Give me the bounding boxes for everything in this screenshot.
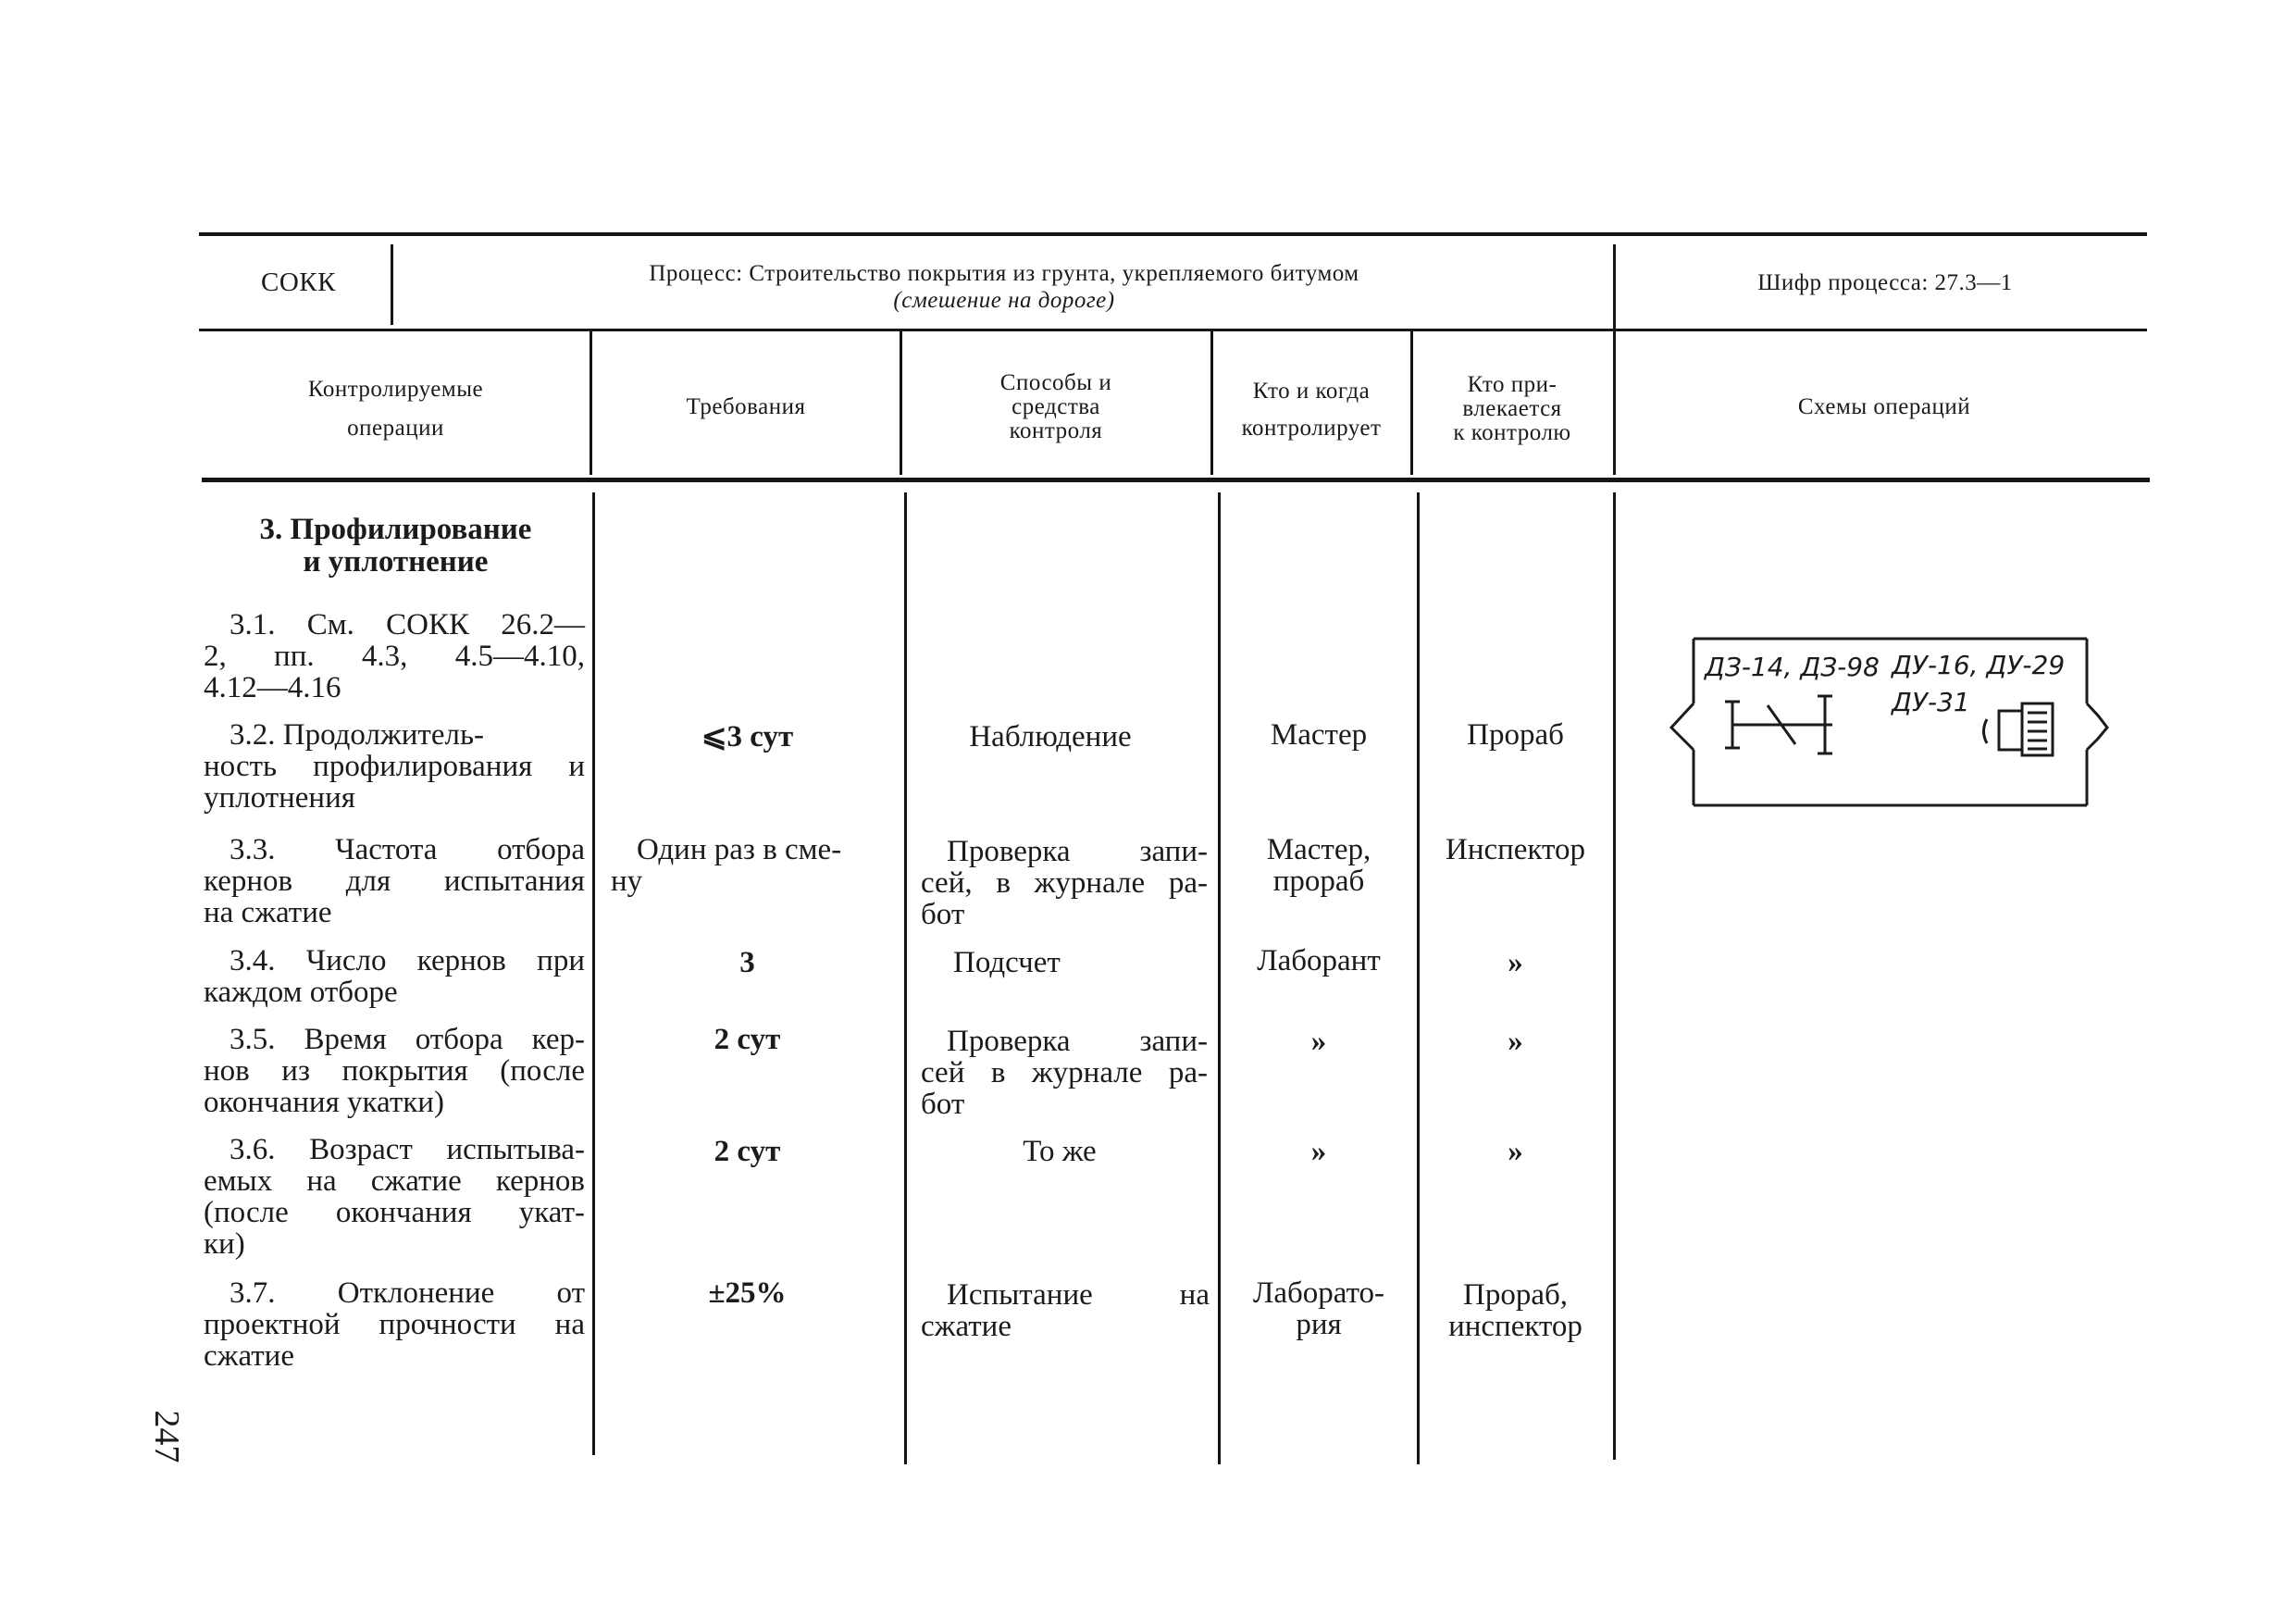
col-header-methods: Способы и средства контроля <box>999 370 1112 443</box>
row-3-6-who: » <box>1310 1135 1327 1168</box>
scheme-break-left <box>1671 703 1694 750</box>
body-divider-5 <box>1613 492 1616 1460</box>
roller-symbol-icon <box>1984 703 2054 755</box>
page-number: 247 <box>147 1410 186 1463</box>
col-divider-4 <box>1410 331 1413 475</box>
col-header-requirements: Требования <box>686 394 806 419</box>
row-3-1-operation: 3.1. См. СОКК 26.2— 2, пп. 4.3, 4.5—4.10, 4.12—4.16 <box>204 608 585 704</box>
code-label: СОКК <box>261 268 336 297</box>
row-3-3-requirement: Один раз в сме- ну <box>611 833 842 898</box>
row-3-6-requirement: 2 сут <box>714 1135 781 1168</box>
row-3-7-requirement: ±25% <box>708 1276 787 1310</box>
process-cipher: Шифр процесса: 27.3—1 <box>1757 270 2013 295</box>
row-3-3-who: Мастер, прораб <box>1266 833 1371 898</box>
row-3-4-who: Лаборант <box>1257 944 1381 977</box>
operation-scheme <box>1666 629 2110 824</box>
header-divider-2 <box>1613 244 1616 332</box>
col-divider-2 <box>900 331 902 475</box>
row-3-2-operation: 3.2. Продолжитель- ность профилирования и уплотнения <box>204 718 585 815</box>
scheme-label-rollers-2: ДУ-31 <box>1892 687 1970 717</box>
col-divider-3 <box>1210 331 1213 475</box>
row-3-3-operation: 3.3. Частота отбора кернов для испытания на сжатие <box>204 833 585 929</box>
grader-symbol-icon <box>1725 696 1832 753</box>
row-3-7-who: Лаборато- рия <box>1252 1276 1385 1341</box>
row-3-6-operation: 3.6. Возраст испытыва- емых на сжатие кернов (после окончания укат- ки) <box>204 1133 585 1261</box>
process-title <box>398 261 1610 315</box>
header-divider-rule <box>199 329 2147 331</box>
process-line-1: Процесс: Строительство покрытия из грунта, укрепляемого битумом <box>649 261 1359 286</box>
row-3-3-method: Проверка запи- сей, в журнале ра- бот <box>921 835 1208 931</box>
row-3-5-method: Проверка запи- сей в журнале ра- бот <box>921 1025 1208 1121</box>
row-3-4-involved: » <box>1508 946 1523 979</box>
row-3-5-who: » <box>1310 1025 1327 1058</box>
col-header-involved: Кто при- влекается к контролю <box>1453 372 1571 445</box>
body-divider-3 <box>1218 492 1221 1464</box>
row-3-4-method: Подсчет <box>953 946 1061 979</box>
row-3-2-requirement: ⩽3 сут <box>701 720 794 753</box>
col-header-operations: Контролируемые операции <box>307 377 484 441</box>
scheme-label-rollers-1: ДУ-16, ДУ-29 <box>1892 650 2066 680</box>
column-header-bottom-rule <box>202 478 2150 482</box>
col-divider-5 <box>1613 331 1616 475</box>
col-header-who-when: Кто и когда контролирует <box>1241 379 1382 441</box>
row-3-2-method: Наблюдение <box>969 720 1132 753</box>
row-3-7-involved: Прораб, инспектор <box>1448 1278 1582 1343</box>
header-divider-1 <box>391 244 393 325</box>
process-line-2: (смешение на дороге) <box>893 287 1115 313</box>
row-3-6-method: То же <box>1023 1135 1097 1168</box>
row-3-2-who: Мастер <box>1270 718 1368 752</box>
col-divider-1 <box>590 331 592 475</box>
row-3-3-involved: Инспектор <box>1445 833 1586 866</box>
row-3-4-requirement: 3 <box>739 946 755 979</box>
row-3-5-operation: 3.5. Время отбора кер- нов из покрытия (после окончания укатки) <box>204 1023 585 1119</box>
scheme-break-right <box>2087 703 2107 750</box>
top-rule <box>199 232 2147 236</box>
body-divider-2 <box>904 492 907 1464</box>
row-3-2-involved: Прораб <box>1467 718 1564 752</box>
scheme-label-graders: ДЗ-14, ДЗ-98 <box>1705 652 1880 682</box>
row-3-4-operation: 3.4. Число кернов при каждом отборе <box>204 944 585 1009</box>
col-header-schemes: Схемы операций <box>1797 394 1971 419</box>
row-3-7-method: Испытание на сжатие <box>921 1278 1210 1343</box>
row-3-7-operation: 3.7. Отклонение от проектной прочности на сжатие <box>204 1276 585 1373</box>
row-3-6-involved: » <box>1508 1135 1523 1168</box>
section-title: 3. Профилирование и уплотнение <box>259 513 532 579</box>
body-divider-1 <box>592 492 595 1455</box>
body-divider-4 <box>1417 492 1420 1464</box>
row-3-5-involved: » <box>1508 1025 1523 1058</box>
row-3-5-requirement: 2 сут <box>714 1023 781 1056</box>
